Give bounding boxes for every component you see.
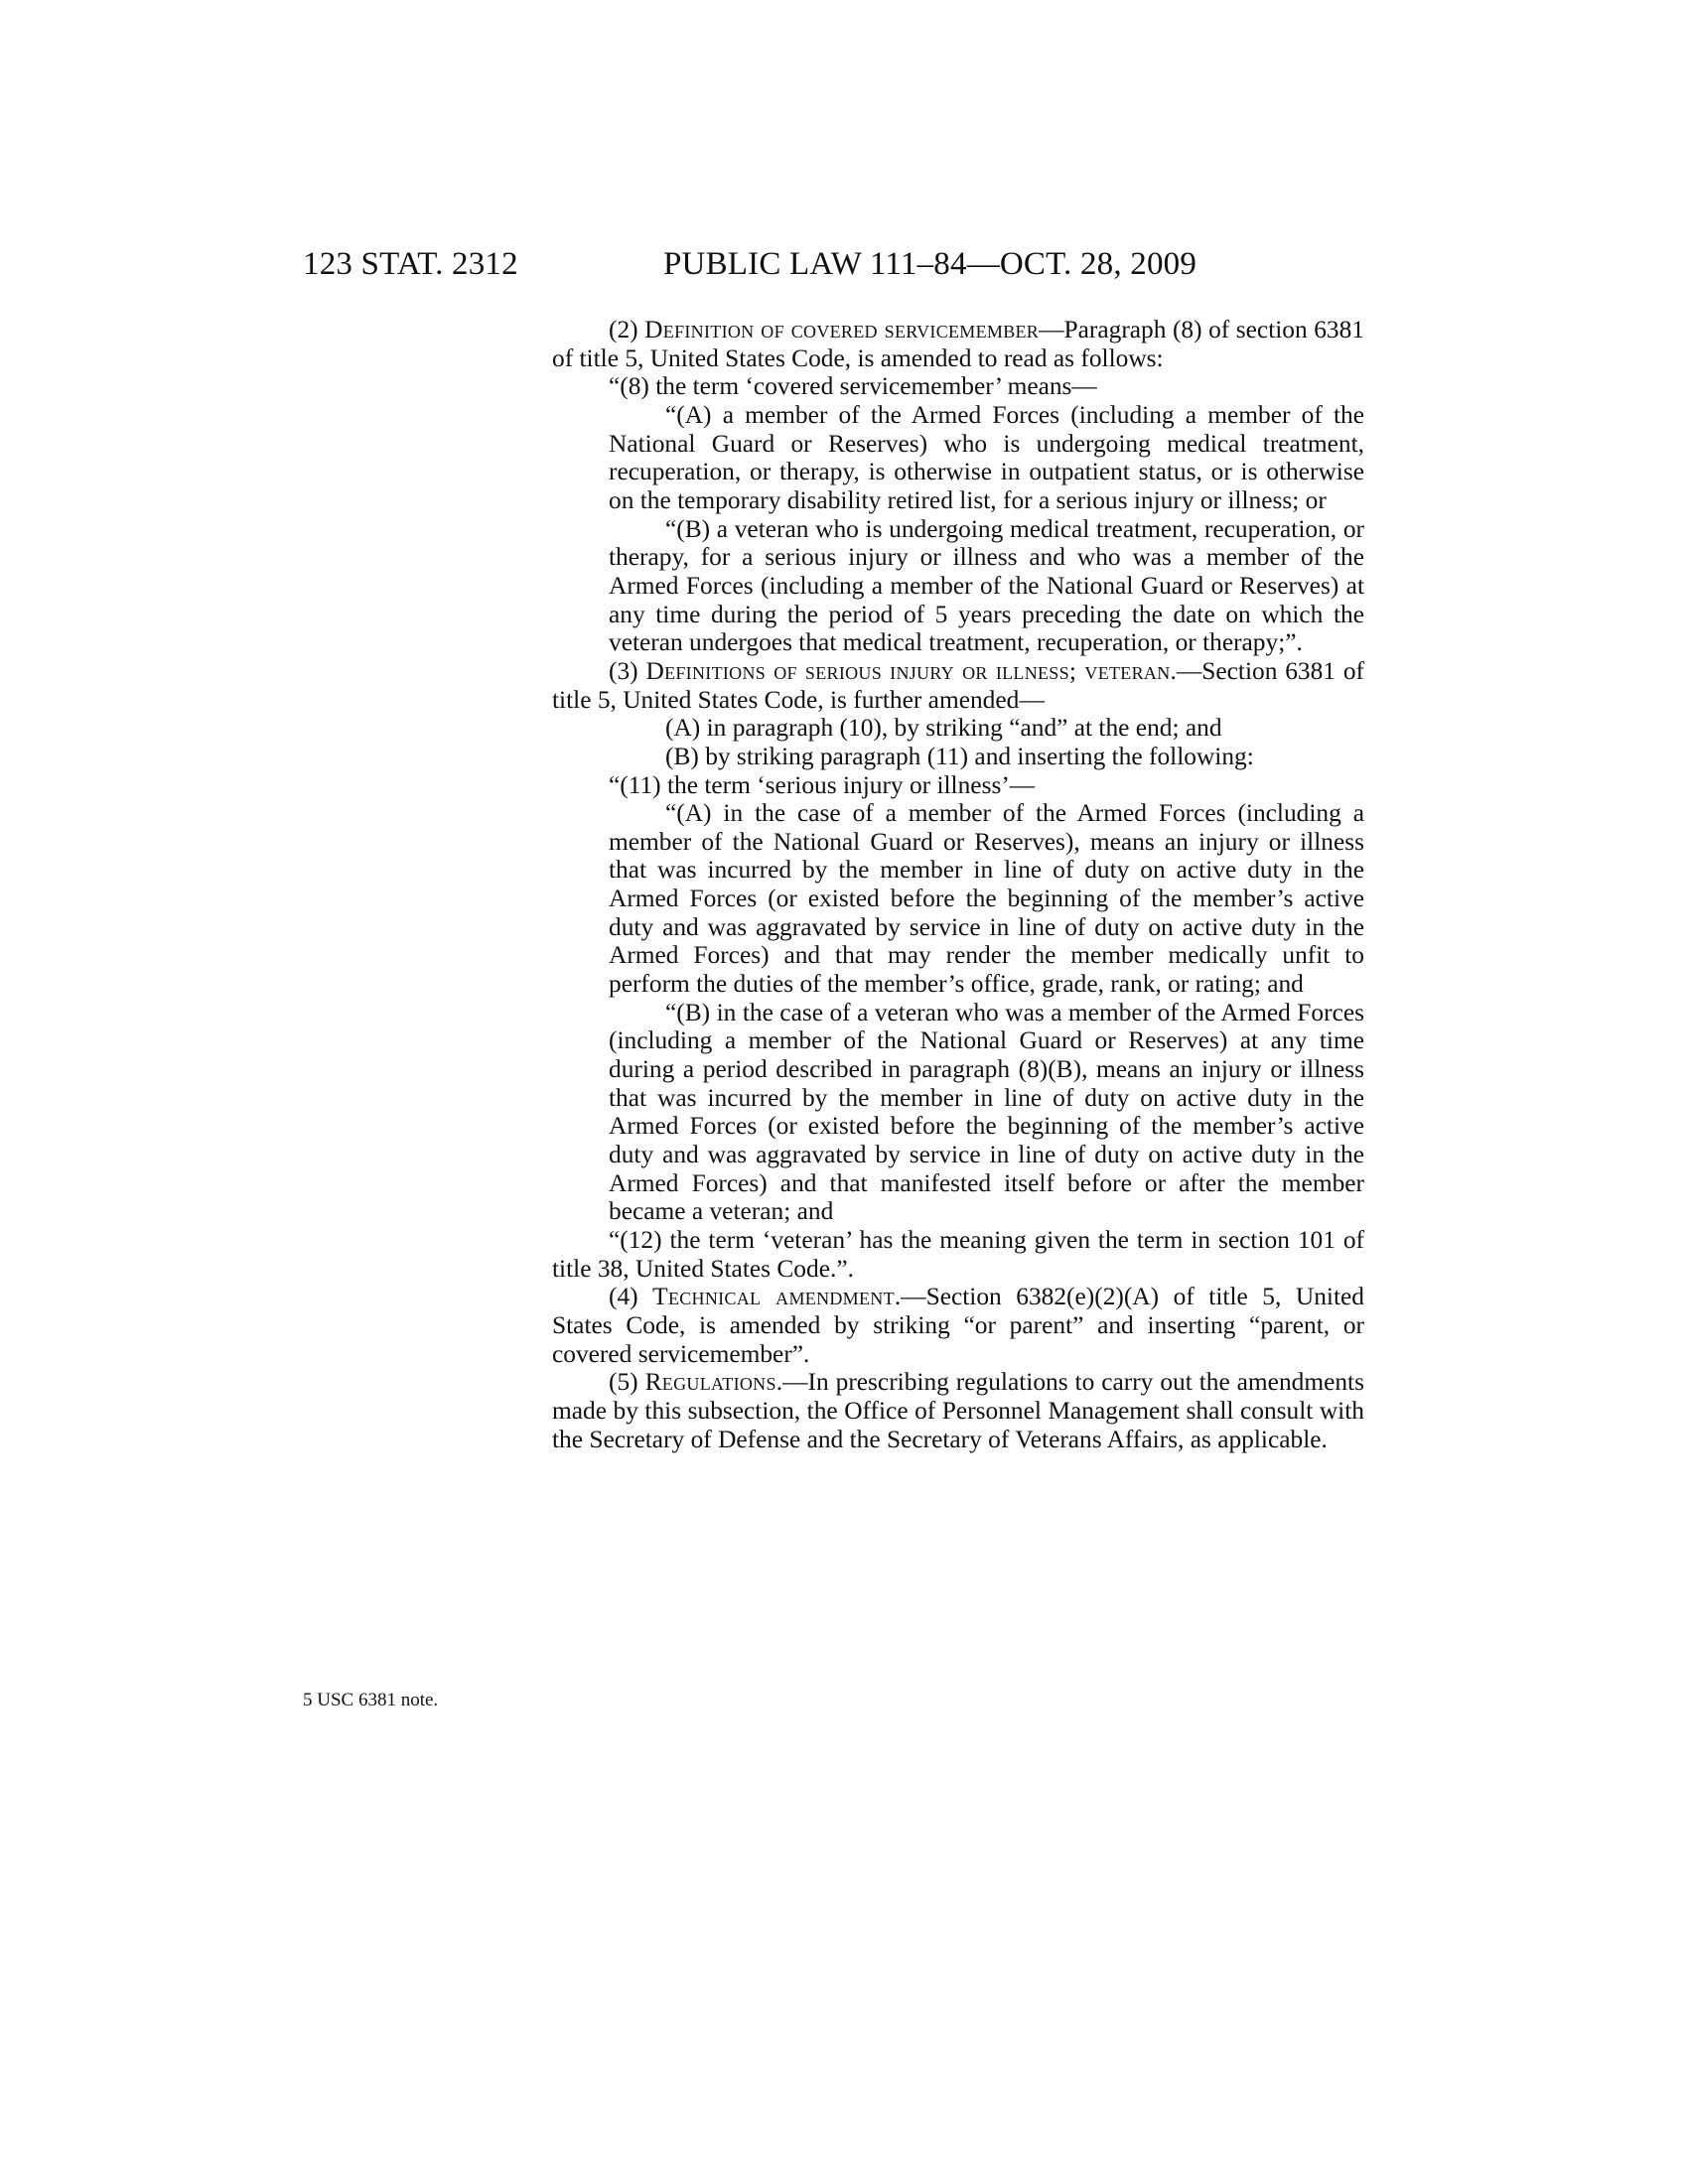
paragraph-2-number: (2) [609, 316, 638, 343]
paragraph-3 [552, 657, 1364, 714]
paragraph-3-subparagraph-a: (A) in paragraph (10), by striking “and” at the end; and [665, 714, 1222, 743]
statute-page-reference: 123 STAT. 2312 [303, 246, 518, 282]
paragraph-4-text: .—Section 6382(e)(2)(A) of title 5, United States Code, is amended by striking “or parent” and inserting “parent, or covered servicemember”. [552, 1283, 1364, 1368]
paragraph-2-subparagraph-a: “(A) a member of the Armed Forces (including a member of the National Guard or Reserves) who is undergoing medical treatment, recuperation, or therapy, is otherwise in outpatient status, or is otherwise on the temporary disability retired list, for a serious injury or illness; or [609, 400, 1364, 514]
paragraph-3-number: (3) [609, 656, 638, 685]
paragraph-3-subparagraph-b: (B) by striking paragraph (11) and inserting the following: [665, 742, 1254, 770]
paragraph-2 [552, 316, 1364, 372]
paragraph-4 [552, 1283, 1364, 1368]
paragraph-3-heading: Definitions of serious injury or illness; veteran [645, 656, 1171, 685]
paragraph-3-quote-paragraph-12: “(12) the term ‘veteran’ has the meaning given the term in section 101 of title 38, United States Code.”. [552, 1226, 1364, 1283]
margin-note: 5 USC 6381 note. [303, 1690, 439, 1710]
paragraph-3-quote-subparagraph-a: “(A) in the case of a member of the Armed Forces (including a member of the National Guard or Reserves), means an injury or illness that was incurred by the member in line of duty on active duty in the Armed Forces (or existed before the beginning of the member’s active duty and was aggravated by service in line of duty on active duty in the Armed Forces) and that may render the member medically unfit to perform the duties of the member’s office, grade, rank, or rating; and [609, 799, 1364, 999]
paragraph-5 [552, 1368, 1364, 1453]
page-header [0, 246, 1688, 296]
running-head: PUBLIC LAW 111–84—OCT. 28, 2009 [663, 246, 1197, 282]
paragraph-2-subparagraph-b: “(B) a veteran who is undergoing medical treatment, recuperation, or therapy, for a serious injury or illness and who was a member of the Armed Forces (including a member of the National Guard or Reserves) at any time during the period of 5 years preceding the date on which the veteran undergoes that medical treatment, recuperation, or therapy;”. [609, 514, 1364, 657]
paragraph-3-quote-lead: “(11) the term ‘serious injury or illness’— [609, 770, 1036, 799]
paragraph-4-heading: Technical amendment [652, 1283, 895, 1311]
paragraph-3-text: .—Section 6381 of title 5, United States Code, is further amended— [552, 656, 1364, 714]
paragraph-3-quote-subparagraph-b: “(B) in the case of a veteran who was a member of the Armed Forces (including a member of the National Guard or Reserves) at any time during a period described in paragraph (8)(B), means an injury or illness that was incurred by the member in line of duty on active duty in the Armed Forces (or existed before the beginning of the member’s active duty and was aggravated by service in line of duty on active duty in the Armed Forces) and that manifested itself before or after the member became a veteran; and [609, 998, 1364, 1226]
paragraph-2-quote-lead: “(8) the term ‘covered servicemember’ means— [609, 372, 1097, 401]
paragraph-2-text: —Paragraph (8) of section 6381 of title 5, United States Code, is amended to read as follows: [552, 316, 1364, 372]
paragraph-2-heading: Definition of covered servicemember [644, 316, 1040, 343]
paragraph-4-number: (4) [609, 1283, 638, 1311]
body-text [552, 316, 1364, 1453]
paragraph-5-number: (5) [609, 1368, 638, 1397]
paragraph-5-heading: Regulations [644, 1368, 776, 1397]
paragraph-5-text: .—In prescribing regulations to carry out the amendments made by this subsection, the Office of Personnel Management shall consult with the Secretary of Defense and the Secretary of Veterans Affairs, as applicable. [552, 1368, 1364, 1453]
